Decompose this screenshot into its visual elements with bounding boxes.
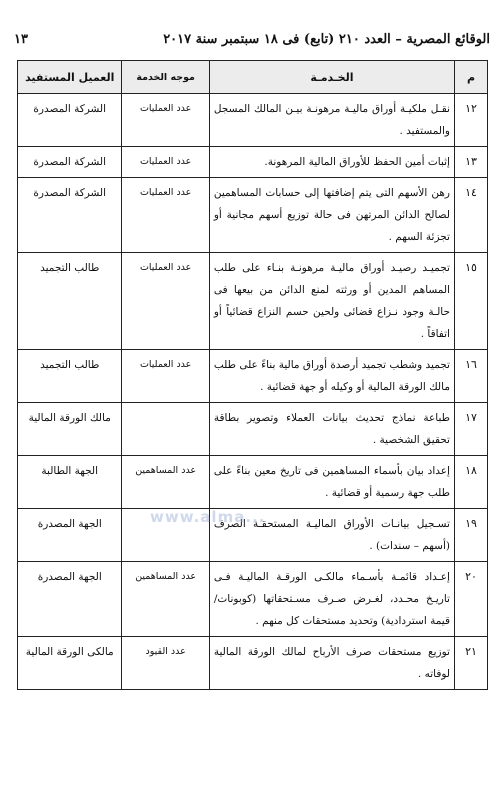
- service-directed-to: عدد العمليات: [122, 253, 209, 350]
- service-beneficiary: الشركة المصدرة: [18, 178, 122, 253]
- row-number: ٢١: [454, 637, 487, 690]
- row-number: ١٥: [454, 253, 487, 350]
- service-description: إعـداد قائمـة بأسـماء مالكـى الورقـة الماليـة فـى تاريـخ محـدد، لغـرض صـرف مسـتحقاتها (كوبونات/ قيمة استردادية) وتحديد مستحقات كل منهم .: [209, 562, 454, 637]
- service-description: نقـل ملكيـة أوراق ماليـة مرهونـة بيـن المالك المسجل والمستفيد .: [209, 94, 454, 147]
- service-description: تسـجيل بيانـات الأوراق الماليـة المستحقـة الصرف (أسهم – سندات) .: [209, 509, 454, 562]
- table-row: [18, 456, 488, 509]
- service-beneficiary: طالب التجميد: [18, 350, 122, 403]
- service-description: تجميد وشطب تجميد أرصدة أوراق مالية بناءً على طلب مالك الورقة المالية أو وكيله أو جهة قضائية .: [209, 350, 454, 403]
- gazette-title: الوقائع المصرية – العدد ٢١٠ (تابع) فى ١٨ سبتمبر سنة ٢٠١٧: [163, 31, 490, 47]
- service-directed-to: عدد العمليات: [122, 147, 209, 178]
- service-directed-to: عدد المساهمين: [122, 562, 209, 637]
- column-header-beneficiary: العميل المستفيد: [18, 61, 122, 94]
- service-beneficiary: مالكى الورقة المالية: [18, 637, 122, 690]
- table-header-row: [18, 61, 488, 94]
- service-directed-to: عدد العمليات: [122, 178, 209, 253]
- service-beneficiary: الجهة المصدرة: [18, 509, 122, 562]
- service-directed-to: [122, 403, 209, 456]
- watermark-url: www.alma...: [150, 508, 266, 526]
- service-directed-to: عدد العمليات: [122, 350, 209, 403]
- service-description: إثبات أمين الحفظ للأوراق المالية المرهونة.: [209, 147, 454, 178]
- service-description: توزيع مستحقات صرف الأرباح لمالك الورقة المالية لوفاته .: [209, 637, 454, 690]
- table-row: [18, 637, 488, 690]
- service-beneficiary: الشركة المصدرة: [18, 94, 122, 147]
- service-beneficiary: الجهة الطالبة: [18, 456, 122, 509]
- table-row: [18, 350, 488, 403]
- service-directed-to: [122, 509, 209, 562]
- table-row: [18, 94, 488, 147]
- service-directed-to: عدد العمليات: [122, 94, 209, 147]
- row-number: ١٤: [454, 178, 487, 253]
- service-directed-to: عدد المساهمين: [122, 456, 209, 509]
- table-row: [18, 509, 488, 562]
- table-row: [18, 147, 488, 178]
- service-directed-to: عدد القيود: [122, 637, 209, 690]
- column-header-service: الخـدمـة: [209, 61, 454, 94]
- service-beneficiary: الجهة المصدرة: [18, 562, 122, 637]
- row-number: ٢٠: [454, 562, 487, 637]
- services-table: [17, 60, 488, 690]
- row-number: ١٣: [454, 147, 487, 178]
- service-beneficiary: الشركة المصدرة: [18, 147, 122, 178]
- service-description: إعداد بيان بأسماء المساهمين فى تاريخ معين بناءً على طلب جهة رسمية أو قضائية .: [209, 456, 454, 509]
- row-number: ١٢: [454, 94, 487, 147]
- service-description: تجميـد رصيـد أوراق ماليـة مرهونـة بنـاء على طلب المساهم المدين أو ورثته لمنع الدائن من بيعها فى حالـة وجود نـزاع قضائى ولحين حسم النزاع قضائياً أو اتفاقاً .: [209, 253, 454, 350]
- table-row: [18, 403, 488, 456]
- service-description: طباعة نماذج تحديث بيانات العملاء وتصوير بطاقة تحقيق الشخصية .: [209, 403, 454, 456]
- table-row: [18, 562, 488, 637]
- page-header: [14, 28, 490, 50]
- service-description: رهن الأسهم التى يتم إضافتها إلى حسابات المساهمين لصالح الدائن المرتهن فى حالة توزيع أسهم مجانية أو تجزئة السهم .: [209, 178, 454, 253]
- row-number: ١٨: [454, 456, 487, 509]
- column-header-directed-to: موجه الخدمة: [122, 61, 209, 94]
- row-number: ١٦: [454, 350, 487, 403]
- row-number: ١٩: [454, 509, 487, 562]
- page-number: ١٣: [14, 31, 28, 47]
- service-beneficiary: طالب التجميد: [18, 253, 122, 350]
- row-number: ١٧: [454, 403, 487, 456]
- table-row: [18, 178, 488, 253]
- service-beneficiary: مالك الورقة المالية: [18, 403, 122, 456]
- table-row: [18, 253, 488, 350]
- column-header-number: م: [454, 61, 487, 94]
